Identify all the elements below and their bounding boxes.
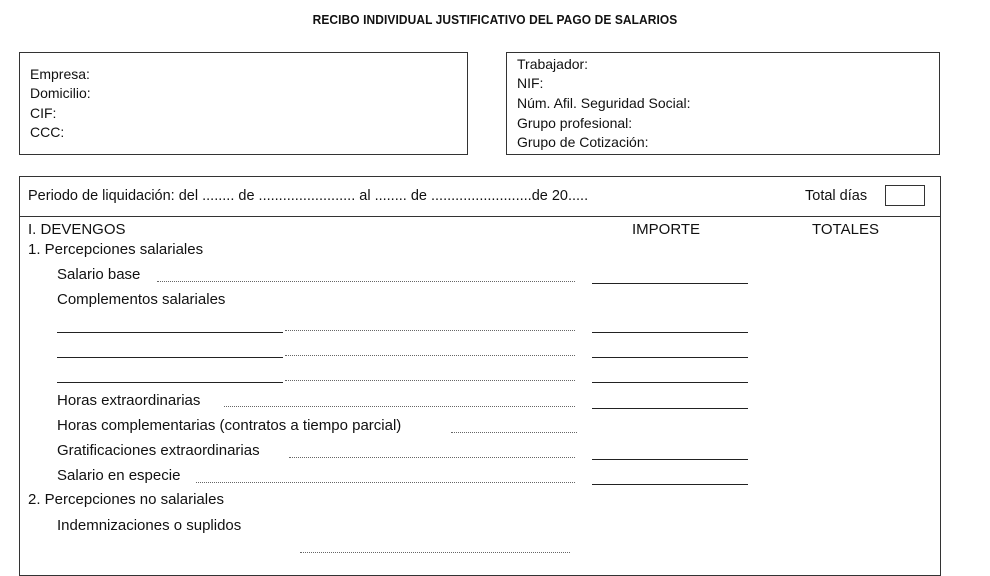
horas-extra-importe-line[interactable] [592,408,748,409]
total-dias-field[interactable] [885,185,925,206]
complemento-2-name-line[interactable] [57,357,283,358]
gratificaciones-importe-line[interactable] [592,459,748,460]
salario-base-dots [157,281,575,282]
complemento-1-name-line[interactable] [57,332,283,333]
salario-base-label: Salario base [57,266,141,283]
document-title: RECIBO INDIVIDUAL JUSTIFICATIVO DEL PAGO DE SALARIOS [312,12,678,27]
complemento-1-importe-line[interactable] [592,332,748,333]
complemento-2-dots [285,355,575,356]
horas-extra-label: Horas extraordinarias [57,392,201,409]
indemnizaciones-label: Indemnizaciones o suplidos [57,517,242,534]
horas-complementarias-dots [451,432,577,433]
complemento-1-dots [285,330,575,331]
complementos-label: Complementos salariales [57,291,226,308]
totales-column-header: TOTALES [812,221,879,238]
periodo-divider [19,216,941,217]
devengos-heading: I. DEVENGOS [28,221,126,238]
complemento-3-name-line[interactable] [57,382,283,383]
complemento-3-importe-line[interactable] [592,382,748,383]
periodo-liquidacion: Periodo de liquidación: del ........ de ........................ al ........ de .........................de 20..... [28,188,589,204]
total-dias-label: Total días [805,188,868,204]
grupo-cotizacion-label: Grupo de Cotización: [517,134,649,150]
gratificaciones-label: Gratificaciones extraordinarias [57,442,260,459]
horas-extra-dots [224,406,575,407]
empresa-label: Empresa: [30,66,90,82]
next-row-dots [300,552,570,553]
importe-column-header: IMPORTE [632,221,701,238]
salario-especie-dots [196,482,575,483]
percepciones-salariales-heading: 1. Percepciones salariales [28,241,204,258]
percepciones-no-salariales-heading: 2. Percepciones no salariales [28,491,224,508]
salario-base-importe-line[interactable] [592,283,748,284]
trabajador-label: Trabajador: [517,56,589,72]
devengos-table [19,176,941,576]
domicilio-label: Domicilio: [30,85,91,101]
complemento-3-dots [285,380,575,381]
horas-complementarias-label: Horas complementarias (contratos a tiempo parcial) [57,417,402,434]
salario-especie-importe-line[interactable] [592,484,748,485]
gratificaciones-dots [289,457,575,458]
cif-label: CIF: [30,105,57,121]
ccc-label: CCC: [30,124,65,140]
afiliacion-label: Núm. Afil. Seguridad Social: [517,95,691,111]
grupo-profesional-label: Grupo profesional: [517,115,633,131]
complemento-2-importe-line[interactable] [592,357,748,358]
nif-label: NIF: [517,75,544,91]
salario-especie-label: Salario en especie [57,467,181,484]
